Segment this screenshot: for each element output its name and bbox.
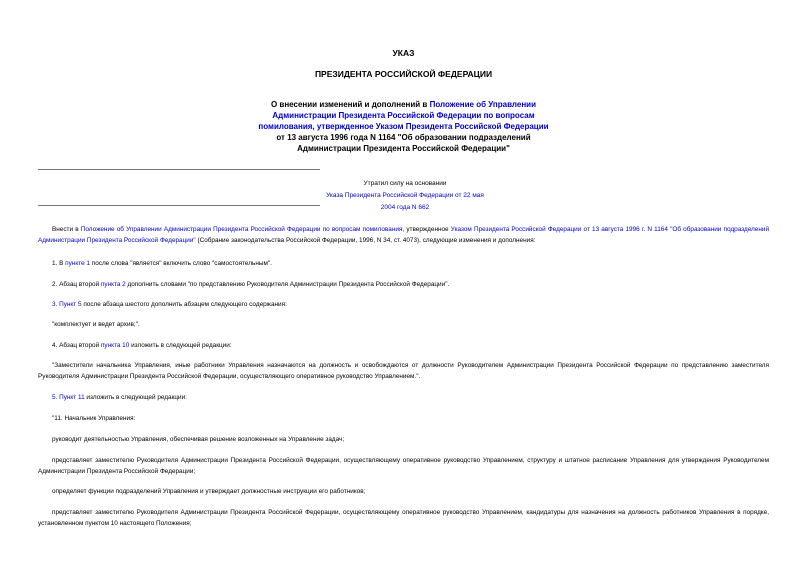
item-4-text-2: изложить в следующей редакции: (129, 342, 232, 349)
item-3-text: после абзаца шестого дополнить абзацем следующего содержания: (81, 301, 287, 308)
repeal-note-label: Утратил силу на основании (363, 180, 447, 187)
subject-link-line3[interactable]: помилования, утвержденное Указом Президента Российской Федерации (258, 122, 549, 131)
item-5 (38, 393, 769, 404)
item-1 (38, 259, 769, 270)
item-3-quote: "комплектует и ведет архив;". (52, 321, 140, 328)
subject-line4: от 13 августа 1996 года N 1164 "Об образовании подразделений (276, 133, 531, 142)
intro-text-2: , утвержденное (402, 226, 451, 233)
item-4-link[interactable]: пункта 10 (100, 342, 130, 349)
intro-text: Внести в (52, 226, 81, 233)
item-3 (38, 300, 769, 311)
item-4-quote: "Заместители начальника Управления, иные работники Управления назначаются на должность и освобождаются от должности Руководителем Администрации Президента Российской Федерации по представлению заместителя Руководителя Администрации Президента Российской Федерации, осуществляющего оперативное руководство Управлением.". (38, 362, 769, 380)
subject-text: О внесении изменений и дополнений в (270, 100, 430, 109)
item-3-num[interactable]: 3. (52, 301, 60, 308)
divider-top (38, 169, 320, 170)
item-5-quote-2: руководит деятельностью Управления, обеспечивая решение возложенных на Управление задач; (52, 436, 345, 443)
item-4 (38, 341, 769, 352)
item-4-text: 4. Абзац второй (52, 342, 101, 349)
subject-line5: Администрации Президента Российской Федерации" (297, 144, 510, 153)
repeal-note (320, 178, 490, 214)
item-5-num[interactable]: 5. (52, 394, 60, 401)
item-2-link[interactable]: пункта 2 (100, 281, 126, 288)
item-5-quote-3: представляет заместителю Руководителя Администрации Президента Российской Федерации, осуществляющему оперативное руководство Управлением, структуру и штатное расписание Управления для утверждения Руководителем Администрации Президента Российской Федерации; (38, 457, 769, 475)
item-5-quote-1: "11. Начальник Управления: (52, 415, 136, 422)
repeal-decree-link[interactable]: Указа Президента Российской Федерации от 22 мая 2004 года N 662 (326, 192, 484, 211)
decree-1164-link[interactable]: Указом Президента Российской Федерации от 13 августа 1996 г. N 1164 "Об образовании подразделений Администрации Президента Российской Федерации" (38, 226, 770, 244)
item-2-text: 2. Абзац второй (52, 281, 101, 288)
document-issuer: ПРЕЗИДЕНТА РОССИЙСКОЙ ФЕДЕРАЦИИ (314, 69, 493, 79)
item-2 (38, 280, 769, 291)
item-1-link[interactable]: пункте 1 (65, 260, 90, 267)
document-subject (0, 99, 807, 154)
subject-link-line2[interactable]: Администрации Президента Российской Федерации по вопросам (272, 111, 535, 120)
item-5-quote-5: представляет заместителю Руководителя Администрации Президента Российской Федерации, осуществляющему оперативное руководство Управлением, кандидатуры для назначения на должность работников Управления в порядке, установленном пунктом 10 настоящего Положения; (38, 509, 769, 527)
item-5-quote-4: определяет функции подразделений Управления и утверждает должностные инструкции его работников; (52, 488, 366, 495)
regulation-link[interactable]: Положение об Управлении Администрации Президента Российской Федерации по вопросам помилования (80, 226, 403, 233)
item-3-link[interactable]: Пункт 5 (59, 301, 82, 308)
item-1-text: 1. В (52, 260, 66, 267)
document-title: УКАЗ (392, 48, 415, 58)
item-5-text: изложить в следующей редакции: (84, 394, 187, 401)
subject-link[interactable]: Положение об Управлении (429, 100, 537, 109)
divider-bottom (38, 205, 320, 206)
item-5-link[interactable]: Пункт 11 (59, 394, 85, 401)
intro-text-3: (Собрание законодательства Российской Федерации, 1996, N 34, ст. 4073), следующие изменения и дополнения: (195, 236, 536, 244)
item-2-text-2: дополнить словами "по представлению Руководителя Администрации Президента Российской Федерации". (125, 281, 450, 288)
intro-paragraph (38, 225, 769, 246)
item-1-text-2: после слова "является" включить слово "самостоятельным". (89, 260, 272, 267)
